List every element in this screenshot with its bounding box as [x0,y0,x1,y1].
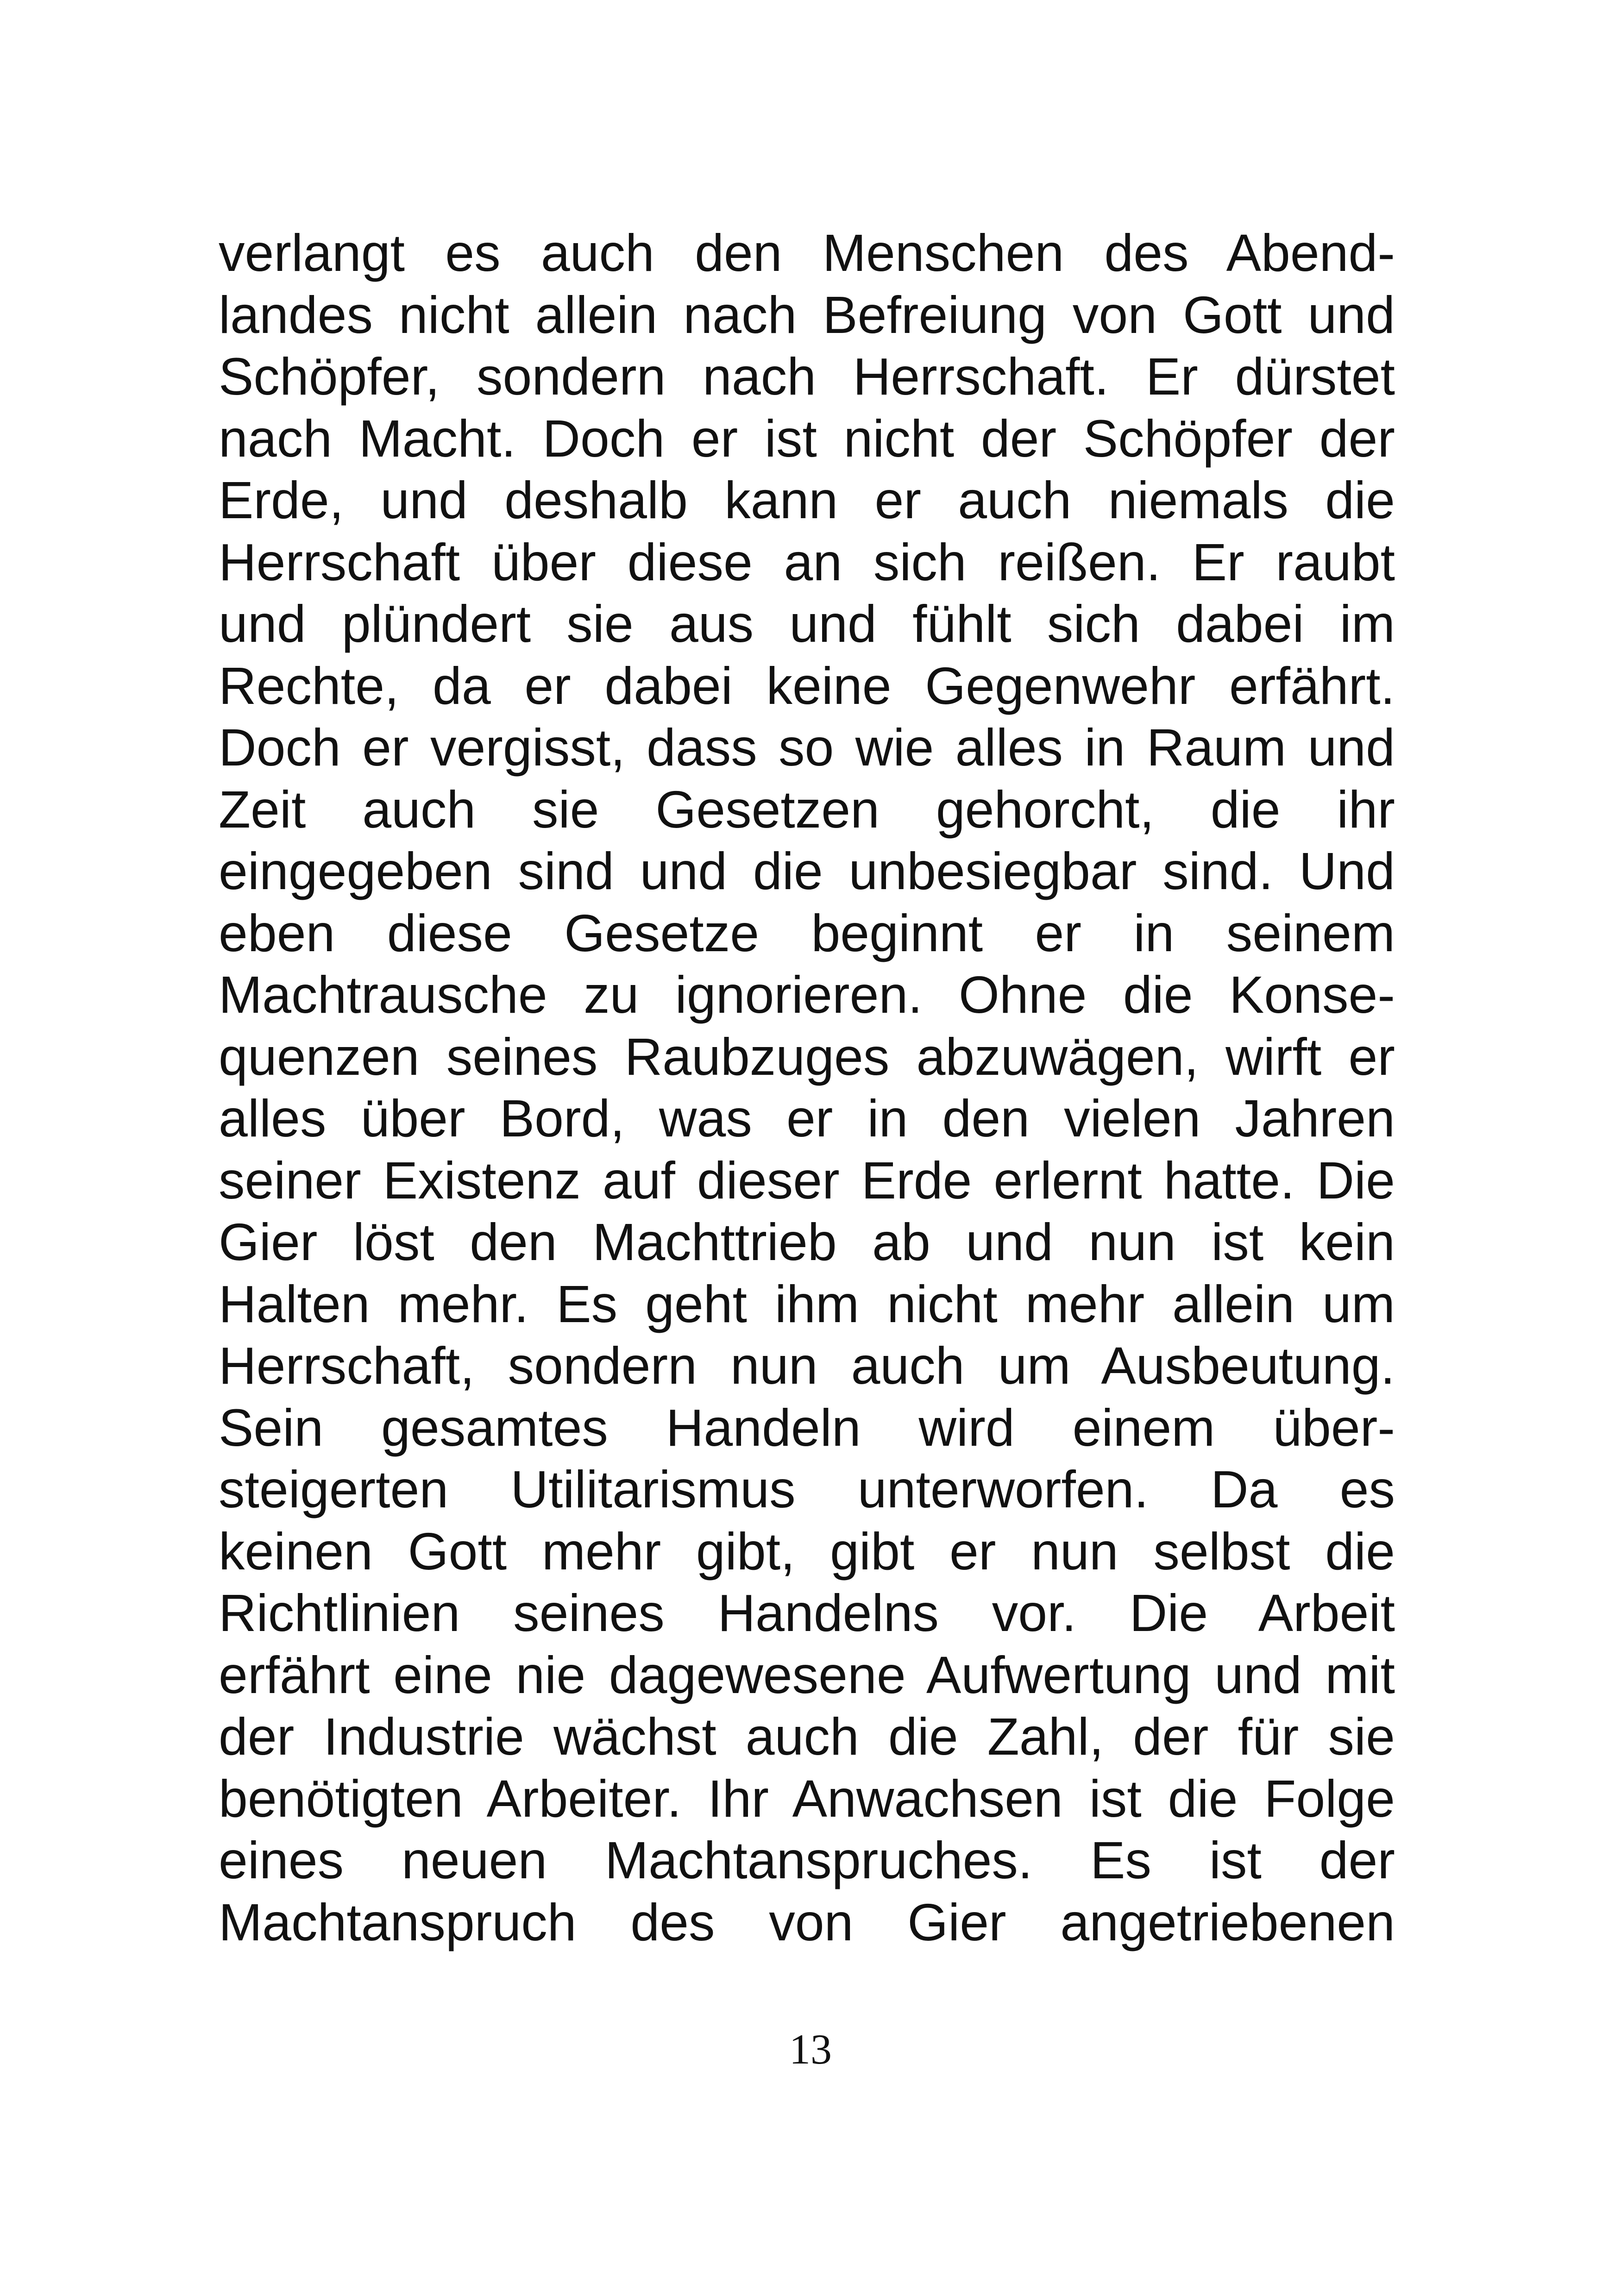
text-line: Sein gesamtes Handeln wird einem über- [219,1398,1395,1457]
text-line: Rechte, da er dabei keine Gegenwehr erfährt. [219,656,1395,715]
text-line: Machtrausche zu ignorieren. Ohne die Konse- [219,966,1395,1024]
text-line: Schöpfer, sondern nach Herrschaft. Er dürstet [219,347,1395,406]
text-line: Zeit auch sie Gesetzen gehorcht, die ihr [219,780,1395,839]
text-line: quenzen seines Raubzuges abzuwägen, wirft er [219,1027,1395,1086]
text-line: Richtlinien seines Handelns vor. Die Arbeit [219,1584,1395,1642]
text-line: Herrschaft über diese an sich reißen. Er raubt [219,533,1395,591]
text-line: Herrschaft, sondern nun auch um Ausbeutung. [219,1336,1395,1395]
text-line: Halten mehr. Es geht ihm nicht mehr allein um [219,1274,1395,1333]
text-line: alles über Bord, was er in den vielen Jahren [219,1089,1395,1148]
text-line: nach Macht. Doch er ist nicht der Schöpfer der [219,409,1395,468]
text-line: Machtanspruch des von Gier angetriebenen [219,1893,1395,1951]
text-line: Gier löst den Machttrieb ab und nun ist kein [219,1213,1395,1271]
text-line: landes nicht allein nach Befreiung von Gott und [219,285,1395,344]
text-line: eben diese Gesetze beginnt er in seinem [219,903,1395,962]
text-line: verlangt es auch den Menschen des Abend- [219,224,1395,282]
text-line: eines neuen Machtanspruches. Es ist der [219,1831,1395,1889]
text-line: Erde, und deshalb kann er auch niemals die [219,471,1395,529]
body-text [219,222,1395,1953]
text-line: keinen Gott mehr gibt, gibt er nun selbst die [219,1522,1395,1581]
text-line: seiner Existenz auf dieser Erde erlernt hatte. Die [219,1151,1395,1210]
text-line: und plündert sie aus und fühlt sich dabei im [219,595,1395,653]
text-line: erfährt eine nie dagewesene Aufwertung und mit [219,1645,1395,1704]
text-line: steigerten Utilitarismus unterworfen. Da es [219,1460,1395,1518]
text-line: benötigten Arbeiter. Ihr Anwachsen ist die Folge [219,1769,1395,1828]
page-number: 13 [789,2026,832,2073]
text-line: der Industrie wächst auch die Zahl, der für sie [219,1707,1395,1766]
text-line: eingegeben sind und die unbesiegbar sind. Und [219,842,1395,900]
text-line: Doch er vergisst, dass so wie alles in Raum und [219,718,1395,777]
